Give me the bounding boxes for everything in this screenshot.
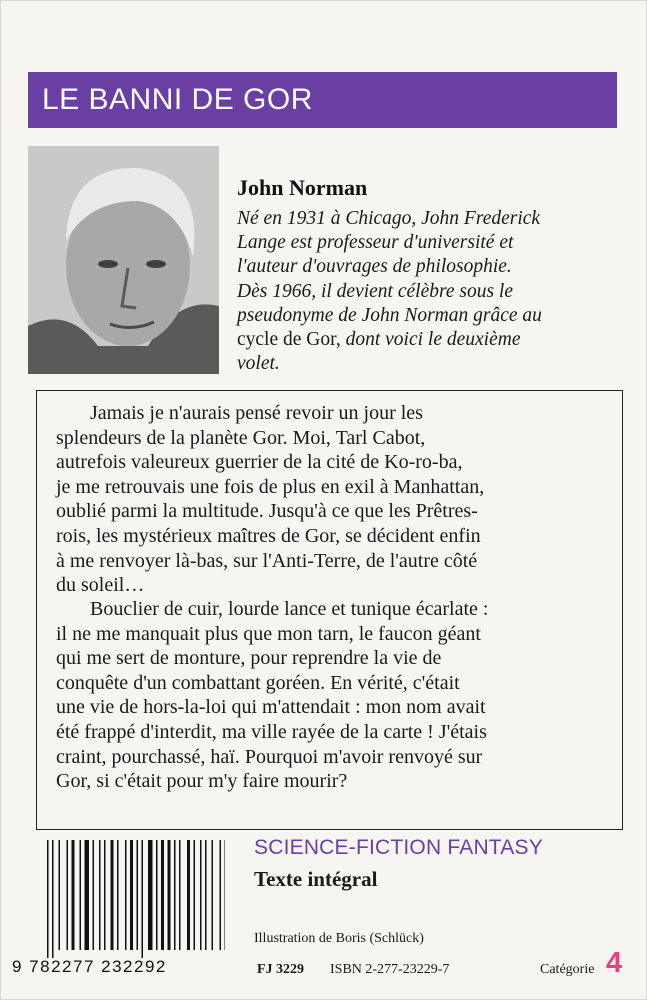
barcode-bar xyxy=(137,840,139,950)
barcode-bar xyxy=(200,840,202,950)
author-name: John Norman xyxy=(237,175,368,200)
bio-line: pseudonyme de John Norman grâce au xyxy=(237,304,542,326)
author-portrait-icon xyxy=(28,146,219,374)
blurb-line: oublié parmi la multitude. Jusqu'à ce que les Prêtres- xyxy=(56,500,478,523)
blurb-line: à me renvoyer là-bas, sur l'Anti-Terre, de l'autre côté xyxy=(56,549,478,572)
barcode-bar xyxy=(212,840,214,950)
blurb-paragraph-1 xyxy=(56,401,616,598)
bio-line: Lange est professeur d'université et xyxy=(237,232,514,254)
blurb-line: autrefois valeureux guerrier de la cité de Ko-ro-ba, xyxy=(56,451,463,474)
barcode-bar xyxy=(93,840,95,950)
barcode-bar xyxy=(205,840,207,950)
blurb-line: une vie de hors-la-loi qui m'attendait : mon nom avait xyxy=(56,696,486,719)
title-band xyxy=(28,72,617,128)
blurb-line: splendeurs de la planète Gor. Moi, Tarl Cabot, xyxy=(56,426,426,449)
barcode-bar xyxy=(194,840,196,950)
author-bio xyxy=(237,207,617,376)
edition-label: Texte intégral xyxy=(254,867,378,891)
blurb-line: du soleil… xyxy=(56,574,145,597)
barcode-bar xyxy=(142,840,144,958)
barcode-bar xyxy=(179,840,181,950)
blurb-line: craint, pourchassé, haï. Pourquoi m'avoir renvoyé sur xyxy=(56,745,483,768)
category-number: 4 xyxy=(606,947,623,979)
blurb-line: rois, les mystérieux maîtres de Gor, se décident enfin xyxy=(56,524,481,547)
blurb-line: Gor, si c'était pour m'y faire mourir? xyxy=(56,770,348,793)
barcode-bar xyxy=(187,840,190,950)
barcode-bar xyxy=(85,840,90,950)
bio-tail: dont voici le deuxième xyxy=(340,329,521,351)
barcode-digits: 9 782277 232292 xyxy=(12,957,167,976)
blurb-line: été frappé d'interdit, ma ville rayée de la carte ! J'étais xyxy=(56,720,487,743)
barcode-bar xyxy=(59,840,61,950)
blurb-line: qui me sert de monture, pour reprendre la vie de xyxy=(56,647,442,670)
blurb-line: je me retrouvais une fois de plus en exil à Manhattan, xyxy=(56,475,485,498)
barcode-bar xyxy=(111,840,114,950)
bio-line: volet. xyxy=(237,353,280,375)
bio-line xyxy=(237,328,617,352)
barcode-icon xyxy=(45,840,225,958)
blurb-line: Bouclier de cuir, lourde lance et tunique écarlate : xyxy=(90,598,489,620)
barcode-bar xyxy=(225,840,226,950)
blurb-line: il ne me manquait plus que mon tarn, le faucon géant xyxy=(56,622,481,645)
barcode-bar xyxy=(104,840,106,950)
barcode-bar xyxy=(148,840,153,950)
fj-code: FJ 3229 xyxy=(257,962,305,977)
barcode-bar xyxy=(80,840,82,950)
genre-label: SCIENCE-FICTION FANTASY xyxy=(254,836,543,859)
barcode-bar xyxy=(72,840,75,950)
barcode-bar xyxy=(99,840,101,950)
blurb-line: Jamais je n'aurais pensé revoir un jour les xyxy=(90,402,423,424)
blurb-paragraph-2 xyxy=(56,597,616,794)
illustration-credit: Illustration de Boris (Schlück) xyxy=(254,931,424,946)
cycle-name: cycle de Gor, xyxy=(237,329,341,351)
bio-line: l'auteur d'ouvrages de philosophie. xyxy=(237,256,512,278)
barcode-bar xyxy=(168,840,171,950)
category-label: Catégorie xyxy=(540,962,595,977)
bio-line: Dès 1966, il devient célèbre sous le xyxy=(237,280,513,302)
barcode-bar xyxy=(125,840,127,950)
blurb-line: conquête d'un combattant goréen. En vérité, c'était xyxy=(56,671,460,694)
author-photo xyxy=(28,146,219,374)
blurb-box xyxy=(36,390,623,830)
barcode-bar xyxy=(161,840,164,950)
barcode-bar xyxy=(67,840,69,950)
barcode-bar xyxy=(156,840,158,950)
barcode-bar xyxy=(47,840,49,958)
isbn: ISBN 2-277-23229-7 xyxy=(330,962,450,977)
barcode-bar xyxy=(117,840,119,950)
bio-line: Né en 1931 à Chicago, John Frederick xyxy=(237,208,541,229)
barcode-bar xyxy=(220,840,222,950)
barcode-bar xyxy=(130,840,133,950)
barcode-bar xyxy=(174,840,176,950)
book-title: LE BANNI DE GOR xyxy=(42,83,313,116)
barcode-bar xyxy=(52,840,54,958)
